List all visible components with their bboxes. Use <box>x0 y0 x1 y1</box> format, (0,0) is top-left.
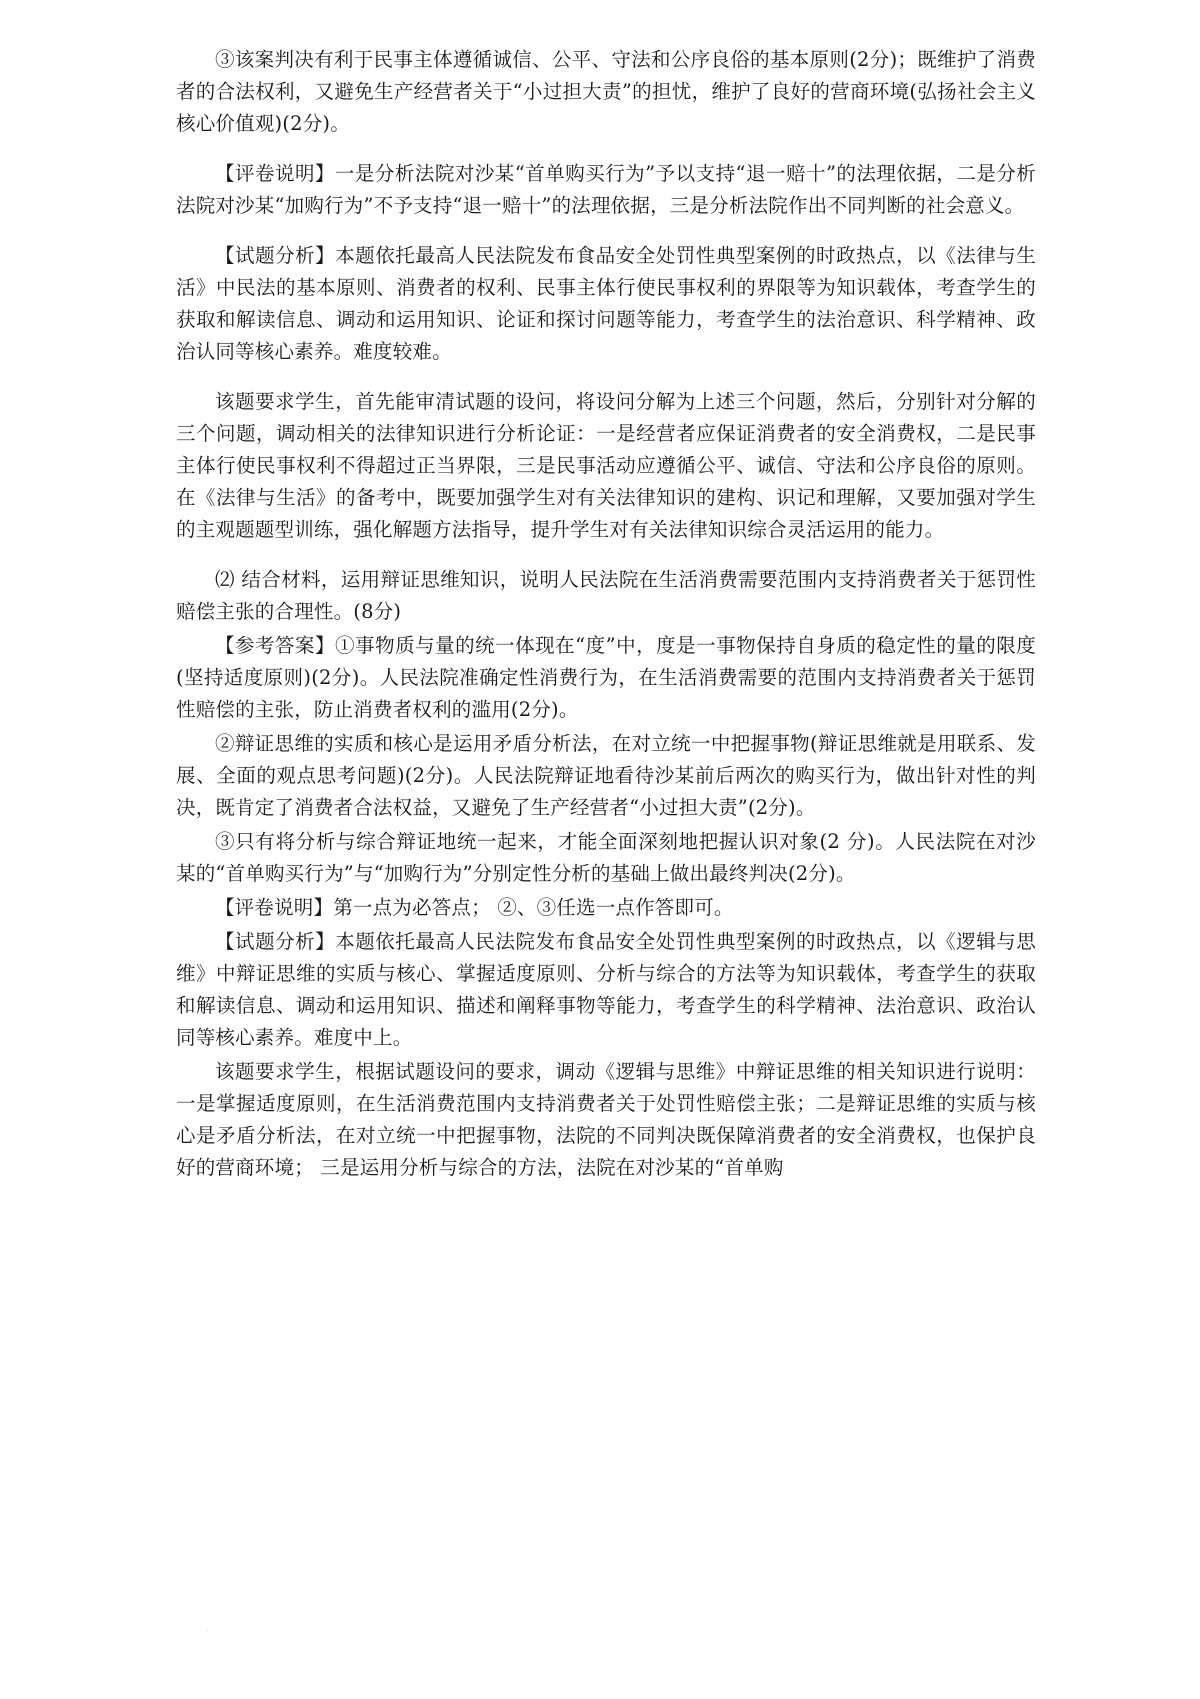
reference-answer-point-1: 【参考答案】①事物质与量的统一体现在“度”中，度是一事物保持自身质的稳定性的量的限度(坚持适度原则)(2分)。人民法院准确定性消费行为，在生活消费需要的范围内支持消费者关于惩罚性赔偿的主张，防止消费者权利的滥用(2分)。 <box>176 634 1036 721</box>
question-requirement-2: 该题要求学生，根据试题设问的要求，调动《逻辑与思维》中辩证思维的相关知识进行说明：一是掌握适度原则，在生活消费范围内支持消费者关于处罚性赔偿主张；二是辩证思维的实质与核心是矛盾分析法，在对立统一中把握事物，法院的不同判决既保障消费者的安全消费权，也保护良好的营商环境； 三是运用分析与综合的方法，法院在对沙某的“首单购 <box>176 1060 1036 1179</box>
reference-answer-point-2: ②辩证思维的实质和核心是运用矛盾分析法，在对立统一中把握事物(辩证思维就是用联系、发展、全面的观点思考问题)(2分)。人民法院辩证地看待沙某前后两次的购买行为，做出针对性的判决，既肯定了消费者合法权益，又避免了生产经营者“小过担大责”(2分)。 <box>176 732 1036 819</box>
footer-mark: · <box>206 1626 209 1635</box>
question-analysis-1: 【试题分析】本题依托最高人民法院发布食品安全处罚性典型案例的时政热点，以《法律与生活》中民法的基本原则、消费者的权利、民事主体行使民事权利的界限等为知识载体，考查学生的获取和解读信息、调动和运用知识、论证和探讨问题等能力，考查学生的法治意识、科学精神、政治认同等核心素养。难度较难。 <box>176 244 1036 363</box>
question-2-prompt: ⑵ 结合材料，运用辩证思维知识，说明人民法院在生活消费需要范围内支持消费者关于惩罚性赔偿主张的合理性。(8分) <box>176 568 1036 623</box>
reference-answer-point-3: ③只有将分析与综合辩证地统一起来，才能全面深刻地把握认识对象(2 分)。人民法院在对沙某的“首单购买行为”与“加购行为”分别定性分析的基础上做出最终判决(2分)。 <box>176 830 1036 885</box>
grading-note-2: 【评卷说明】第一点为必答点； ②、③任选一点作答即可。 <box>215 896 734 919</box>
document-body <box>176 44 1036 1184</box>
answer-point-3-law: ③该案判决有利于民事主体遵循诚信、公平、守法和公序良俗的基本原则(2分)；既维护了消费者的合法权利，又避免生产经营者关于“小过担大责”的担忧，维护了良好的营商环境(弘扬社会主义核心价值观)(2分)。 <box>176 48 1036 135</box>
question-requirement-1: 该题要求学生，首先能审清试题的设问，将设问分解为上述三个问题，然后，分别针对分解的三个问题，调动相关的法律知识进行分析论证：一是经营者应保证消费者的安全消费权，二是民事主体行使民事权利不得超过正当界限，三是民事活动应遵循公平、诚信、守法和公序良俗的原则。在《法律与生活》的备考中，既要加强学生对有关法律知识的建构、识记和理解，又要加强对学生的主观题题型训练，强化解题方法指导，提升学生对有关法律知识综合灵活运用的能力。 <box>176 390 1036 541</box>
grading-note-1: 【评卷说明】一是分析法院对沙某“首单购买行为”予以支持“退一赔十”的法理依据，二是分析法院对沙某“加购行为”不予支持“退一赔十”的法理依据，三是分析法院作出不同判断的社会意义。 <box>176 162 1036 217</box>
question-analysis-2: 【试题分析】本题依托最高人民法院发布食品安全处罚性典型案例的时政热点，以《逻辑与思维》中辩证思维的实质与核心、掌握适度原则、分析与综合的方法等为知识载体，考查学生的获取和解读信息、调动和运用知识、描述和阐释事物等能力，考查学生的科学精神、法治意识、政治认同等核心素养。难度中上。 <box>176 930 1036 1049</box>
